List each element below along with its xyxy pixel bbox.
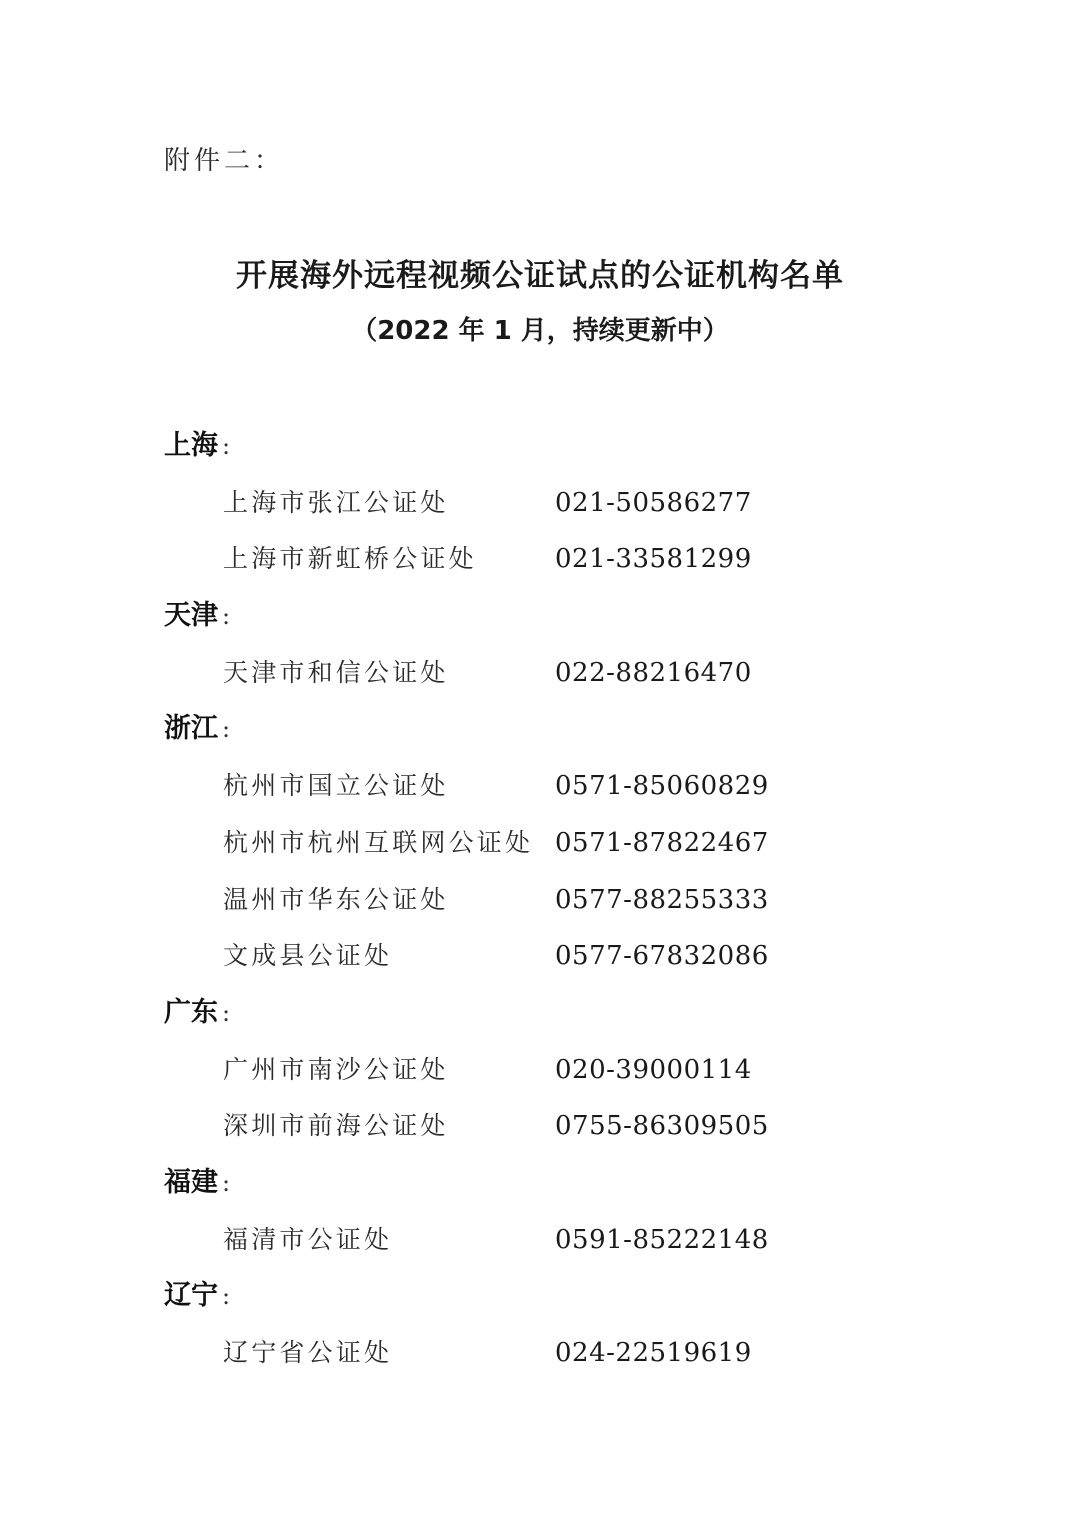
office-row bbox=[164, 815, 924, 872]
region-name: 浙江 bbox=[164, 713, 218, 745]
document-title: 开展海外远程视频公证试点的公证机构名单 bbox=[236, 258, 844, 294]
region-heading bbox=[164, 1268, 924, 1325]
office-row bbox=[164, 531, 924, 588]
region-heading bbox=[164, 1155, 924, 1212]
office-name: 上海市张江公证处 bbox=[223, 487, 449, 517]
office-name: 深圳市前海公证处 bbox=[223, 1111, 449, 1141]
region-colon: : bbox=[222, 998, 231, 1027]
office-phone: 0591-85222148 bbox=[555, 1224, 769, 1255]
office-name: 广州市南沙公证处 bbox=[223, 1054, 449, 1084]
region-colon: : bbox=[222, 602, 231, 631]
office-name: 天津市和信公证处 bbox=[223, 657, 449, 687]
region-name: 福建 bbox=[164, 1166, 218, 1198]
document-subtitle: （2022 年 1 月，持续更新中） bbox=[351, 316, 729, 346]
region-heading bbox=[164, 985, 924, 1042]
region-heading bbox=[164, 701, 924, 758]
office-name: 福清市公证处 bbox=[223, 1224, 393, 1254]
region-colon: : bbox=[222, 1282, 231, 1311]
region-heading bbox=[164, 418, 924, 475]
office-row bbox=[164, 645, 924, 702]
office-phone: 0577-88255333 bbox=[555, 884, 769, 915]
region-name: 广东 bbox=[164, 996, 218, 1028]
office-phone: 022-88216470 bbox=[555, 657, 752, 688]
office-phone: 0577-67832086 bbox=[555, 941, 769, 972]
office-name: 上海市新虹桥公证处 bbox=[223, 544, 477, 574]
region-name: 上海 bbox=[164, 430, 218, 461]
region-colon: : bbox=[222, 1168, 231, 1197]
office-name: 温州市华东公证处 bbox=[223, 884, 449, 914]
office-row bbox=[164, 758, 924, 815]
notary-office-list bbox=[164, 418, 924, 1382]
office-phone: 024-22519619 bbox=[555, 1338, 752, 1368]
office-row bbox=[164, 1212, 924, 1269]
attachment-label: 附件二： bbox=[164, 146, 285, 176]
region-colon: : bbox=[222, 432, 231, 460]
office-phone: 020-39000114 bbox=[555, 1054, 752, 1085]
region-colon: : bbox=[222, 715, 231, 744]
office-row bbox=[164, 1042, 924, 1099]
region-name: 天津 bbox=[164, 600, 218, 632]
office-phone: 021-33581299 bbox=[555, 544, 752, 575]
office-phone: 0571-87822467 bbox=[555, 827, 769, 858]
region-heading bbox=[164, 588, 924, 645]
office-phone: 0755-86309505 bbox=[555, 1111, 769, 1142]
office-name: 文成县公证处 bbox=[223, 941, 393, 971]
region-name: 辽宁 bbox=[164, 1280, 218, 1312]
office-name: 杭州市杭州互联网公证处 bbox=[223, 827, 534, 857]
office-phone: 021-50586277 bbox=[555, 487, 752, 518]
office-name: 辽宁省公证处 bbox=[223, 1338, 393, 1367]
office-row bbox=[164, 475, 924, 532]
office-phone: 0571-85060829 bbox=[555, 771, 769, 802]
office-row bbox=[164, 1325, 924, 1382]
office-name: 杭州市国立公证处 bbox=[223, 771, 449, 801]
office-row bbox=[164, 1098, 924, 1155]
office-row bbox=[164, 872, 924, 929]
office-row bbox=[164, 928, 924, 985]
